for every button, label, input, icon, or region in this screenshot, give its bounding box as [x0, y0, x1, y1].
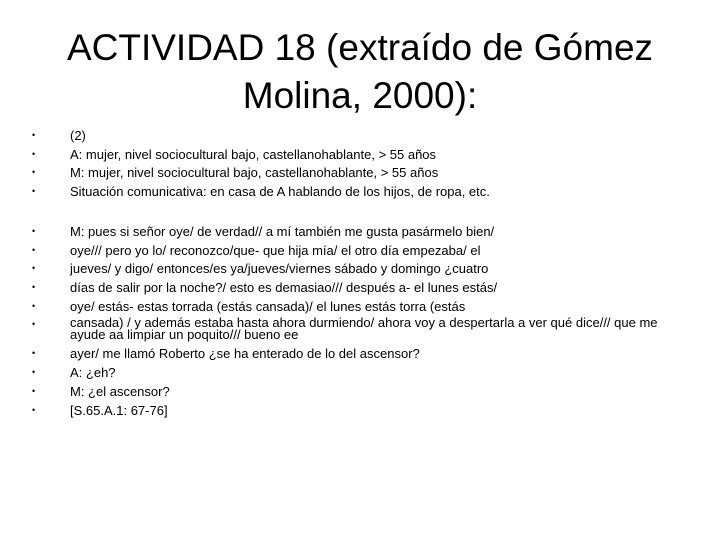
list-item-text: (2)	[70, 128, 86, 143]
bullet-icon: •	[32, 385, 36, 396]
bullet-icon: •	[32, 404, 36, 415]
list-item	[30, 261, 690, 276]
list-item-text: oye/ estás- estas torrada (estás cansada)/ el lunes estás torra (estás	[70, 298, 466, 314]
list-item	[30, 384, 690, 399]
bullet-icon: •	[32, 367, 36, 378]
header-bullet-list	[30, 128, 690, 203]
list-item	[30, 243, 690, 258]
list-item-text: ayer/ me llamó Roberto ¿se ha enterado de lo del ascensor?	[70, 346, 420, 362]
list-item	[30, 184, 690, 199]
bullet-icon: •	[32, 148, 36, 159]
slide-title: ACTIVIDAD 18 (extraído de Gómez Molina, 2000):	[66, 27, 654, 116]
list-item	[30, 346, 690, 361]
list-item-text: días de salir por la noche?/ esto es demasiao/// después a- el lunes estás/	[70, 280, 498, 296]
list-item-text: A: ¿eh?	[70, 365, 116, 381]
list-item	[30, 365, 690, 380]
list-item-text: cansada) / y además estaba hasta ahora durmiendo/ ahora voy a despertarla a ver qué dice/// que me ayude aa limpiar un poquito/// bueno ee	[70, 315, 658, 343]
list-item	[30, 280, 690, 295]
list-item-text: jueves/ y digo/ entonces/es ya/jueves/viernes sábado y domingo ¿cuatro	[70, 261, 489, 277]
list-item	[30, 224, 690, 239]
bullet-icon: •	[32, 130, 36, 140]
bullet-icon: •	[32, 186, 36, 197]
list-item	[30, 317, 690, 341]
bullet-icon: •	[32, 348, 36, 359]
transcript-bullet-list	[30, 224, 690, 421]
list-item-text: M: pues si señor oye/ de verdad// a mí también me gusta pasármelo bien/	[70, 224, 495, 239]
list-item-text: oye/// pero yo lo/ reconozco/que- que hija mía/ el otro día empezaba/ el	[70, 242, 481, 258]
bullet-icon: •	[32, 244, 36, 255]
list-item-text: Situación comunicativa: en casa de A hablando de los hijos, de ropa, etc.	[70, 184, 490, 200]
bullet-icon: •	[32, 167, 36, 178]
list-item	[30, 147, 690, 162]
list-item-text: M: ¿el ascensor?	[70, 383, 170, 399]
list-item	[30, 165, 690, 180]
list-item	[30, 403, 690, 418]
bullet-icon: •	[32, 263, 36, 274]
list-item	[30, 299, 690, 314]
bullet-icon: •	[32, 282, 36, 293]
list-item-text: M: mujer, nivel sociocultural bajo, castellanohablante, > 55 años	[70, 165, 439, 181]
bullet-icon: •	[32, 319, 36, 330]
list-item-text: A: mujer, nivel sociocultural bajo, castellanohablante, > 55 años	[70, 146, 437, 162]
list-item	[30, 128, 690, 143]
list-item-text: [S.65.A.1: 67-76]	[70, 402, 168, 418]
bullet-icon: •	[32, 226, 36, 236]
bullet-icon: •	[32, 300, 36, 311]
